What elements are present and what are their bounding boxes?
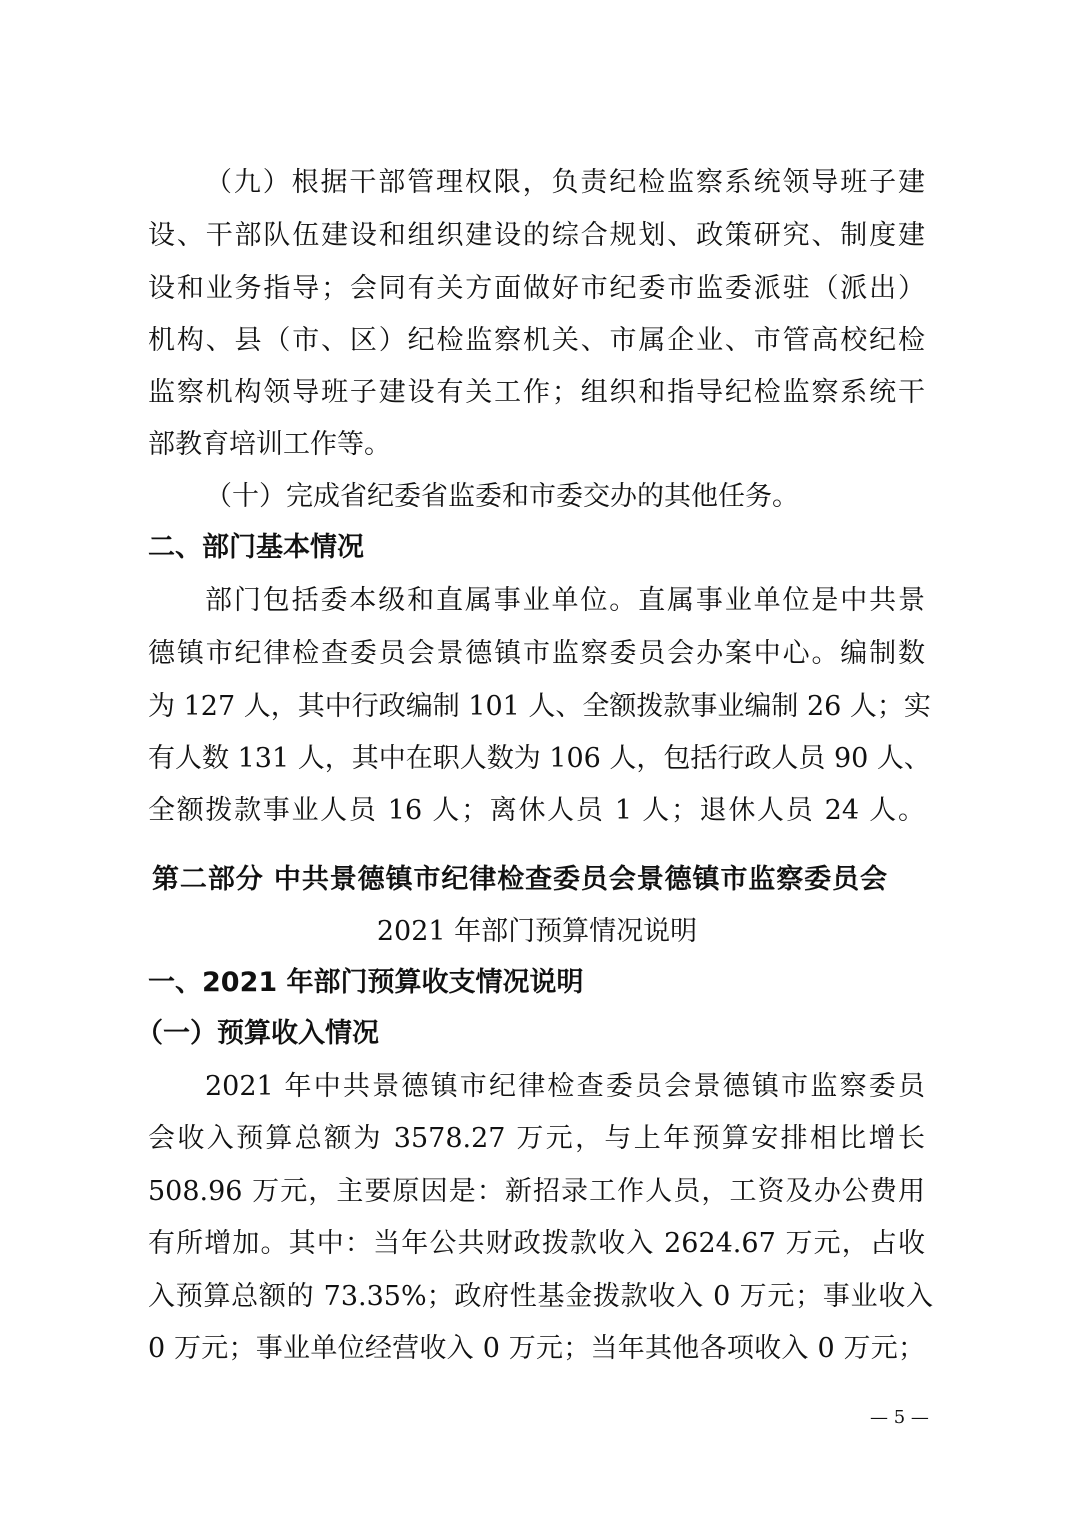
paragraph-line: 为 127 人，其中行政编制 101 人、全额拨款事业编制 26 人；实 xyxy=(148,691,931,722)
paragraph-line: 入预算总额的 73.35%；政府性基金拨款收入 0 万元；事业收入 xyxy=(148,1281,933,1312)
paragraph-line: 设、干部队伍建设和组织建设的综合规划、政策研究、制度建 xyxy=(148,220,925,251)
paragraph-line: 机构、县（市、区）纪检监察机关、市属企业、市管高校纪检 xyxy=(148,325,925,356)
paragraph-line: 2021 年中共景德镇市纪律检查委员会景德镇市监察委员 xyxy=(205,1071,925,1102)
paragraph-line: 有人数 131 人，其中在职人数为 106 人，包括行政人员 90 人、 xyxy=(148,743,931,774)
part-title-line2: 2021 年部门预算情况说明 xyxy=(376,916,698,947)
paragraph-line: 会收入预算总额为 3578.27 万元，与上年预算安排相比增长 xyxy=(148,1123,925,1154)
sub-heading: （一）预算收入情况 xyxy=(136,1018,379,1049)
part-title: 第二部分 中共景德镇市纪律检查委员会景德镇市监察委员会 xyxy=(152,864,887,895)
paragraph-line: 部门包括委本级和直属事业单位。直属事业单位是中共景 xyxy=(205,585,925,616)
paragraph-line: 全额拨款事业人员 16 人；离休人员 1 人；退休人员 24 人。 xyxy=(148,795,925,826)
paragraph-line: 0 万元；事业单位经营收入 0 万元；当年其他各项收入 0 万元； xyxy=(148,1333,925,1364)
paragraph-line: 设和业务指导；会同有关方面做好市纪委市监委派驻（派出） xyxy=(148,273,925,304)
section-heading: 一、2021 年部门预算收支情况说明 xyxy=(148,967,584,998)
paragraph-line: 部教育培训工作等。 xyxy=(148,429,391,460)
paragraph-line: 有所增加。其中：当年公共财政拨款收入 2624.67 万元，占收 xyxy=(148,1228,925,1259)
section-heading: 二、部门基本情况 xyxy=(148,532,364,563)
paragraph-line: （十）完成省纪委省监委和市委交办的其他任务。 xyxy=(205,481,799,512)
paragraph-line: 德镇市纪律检查委员会景德镇市监察委员会办案中心。编制数 xyxy=(148,638,925,669)
paragraph-line: （九）根据干部管理权限，负责纪检监察系统领导班子建 xyxy=(205,167,925,198)
page-number: — 5 — xyxy=(870,1407,929,1428)
paragraph-line: 508.96 万元，主要原因是：新招录工作人员，工资及办公费用 xyxy=(148,1176,925,1207)
paragraph-line: 监察机构领导班子建设有关工作；组织和指导纪检监察系统干 xyxy=(148,377,925,408)
